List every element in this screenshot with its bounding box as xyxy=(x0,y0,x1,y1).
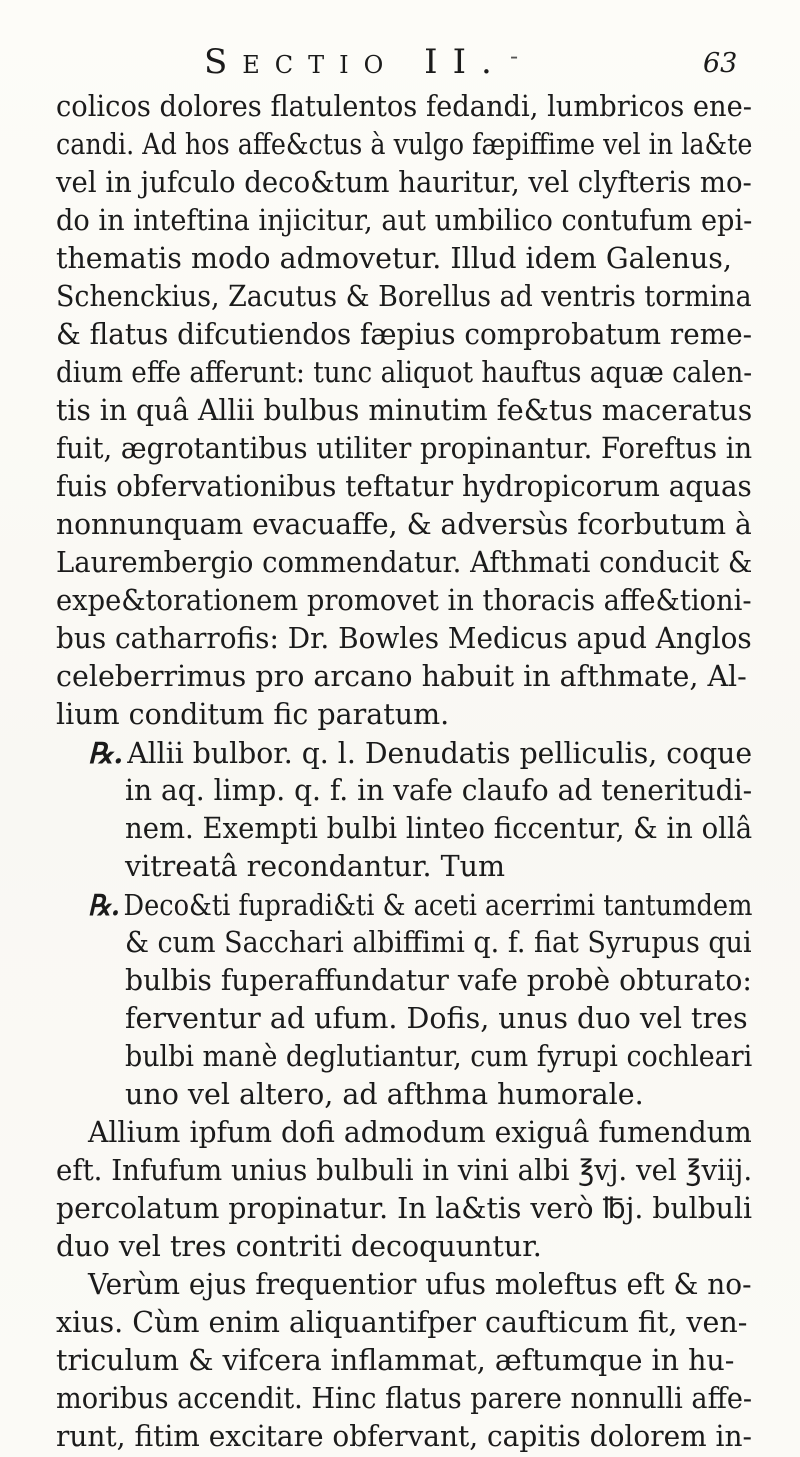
text-line: runt, fitim excitare obfervant, capitis dolorem in- xyxy=(56,1420,752,1453)
text-line: bulbis fuperaffundatur vafe probè obturato: xyxy=(125,964,752,997)
recipe-text: Allii bulbor. q. l. Denudatis pelliculis, coque xyxy=(127,737,753,770)
text-line: vitreatâ recondantur. Tum xyxy=(125,850,506,883)
text-line: vel in jufculo deco&tum hauritur, vel clyfteris mo- xyxy=(56,166,752,199)
text-line: candi. Ad hos affe&ctus à vulgo fæpiffime vel in la&te xyxy=(56,128,753,161)
text-line: Verùm ejus frequentior ufus moleftus eft & no- xyxy=(88,1268,752,1301)
text-line: celeberrimus pro arcano habuit in afthmate, Al- xyxy=(56,660,747,693)
text-line: do in inteftina injicitur, aut umbilico contufum epi- xyxy=(56,204,753,237)
text-line: bus catharrofis: Dr. Bowles Medicus apud Anglos xyxy=(56,622,752,655)
text-line: fuit, ægrotantibus utiliter propinantur. Foreftus in xyxy=(56,432,753,465)
text-line: lium conditum fic paratum. xyxy=(56,698,450,731)
header-dash: - xyxy=(510,42,519,70)
text-line: bulbi manè deglutiantur, cum fyrupi cochleari xyxy=(125,1040,753,1073)
text-line: nonnunquam evacuaffe, & adversùs fcorbutum à xyxy=(56,508,752,541)
text-line: nem. Exempti bulbi linteo ficcentur, & in ollâ xyxy=(125,812,753,845)
text-line: moribus accendit. Hinc flatus parere nonnulli affe- xyxy=(56,1382,753,1415)
text-line: in aq. limp. q. f. in vafe claufo ad teneritudi- xyxy=(125,774,753,807)
text-line: triculum & vifcera inflammat, æftumque in hu- xyxy=(56,1344,735,1377)
recipe-line xyxy=(88,885,752,925)
text-line: duo vel tres contriti decoquuntur. xyxy=(56,1230,542,1263)
text-line: fuis obfervationibus teftatur hydropicorum aquas xyxy=(56,470,752,503)
text-line: uno vel altero, ad afthma humorale. xyxy=(125,1078,644,1111)
text-line: Schenckius, Zacutus & Borellus ad ventris tormina xyxy=(56,280,752,313)
text-line: & cum Sacchari albiffimi q. f. fiat Syrupus qui xyxy=(125,926,752,959)
text-line: colicos dolores flatulentos fedandi, lumbricos ene- xyxy=(56,90,752,123)
text-line: xius. Cùm enim aliquantifper caufticum fit, ven- xyxy=(56,1306,748,1339)
text-line: thematis modo admovetur. Illud idem Galenus, xyxy=(56,242,732,275)
recipe-mark: ℞. xyxy=(88,888,120,922)
recipe-text: Deco&ti fupradi&ti & aceti acerrimi tantumdem xyxy=(123,889,753,922)
text-line: & flatus difcutiendos fæpius comprobatum reme- xyxy=(56,318,753,351)
page-header xyxy=(0,42,800,90)
recipe-line xyxy=(88,733,752,773)
text-line: tis in quâ Allii bulbus minutim fe&tus maceratus xyxy=(56,394,753,427)
text-line: expe&torationem promovet in thoracis affe&tioni- xyxy=(56,584,752,617)
page-number: 63 xyxy=(703,48,738,79)
text-line: percolatum propinatur. In la&tis verò ℔j. bulbuli xyxy=(56,1192,753,1225)
recipe-mark: ℞. xyxy=(88,736,124,770)
text-line: Laurembergio commendatur. Afthmati conducit & xyxy=(56,546,753,579)
text-line: ferventur ad ufum. Dofis, unus duo vel tres xyxy=(125,1002,748,1035)
text-line: eft. Infufum unius bulbuli in vini albi ℥vj. vel ℥viij. xyxy=(56,1154,753,1187)
text-line: Allium ipfum dofi admodum exiguâ fumendum xyxy=(88,1116,752,1149)
text-line: dium effe afferunt: tunc aliquot hauftus aquæ calen- xyxy=(56,356,753,389)
running-head: Sectio II. xyxy=(204,42,507,82)
